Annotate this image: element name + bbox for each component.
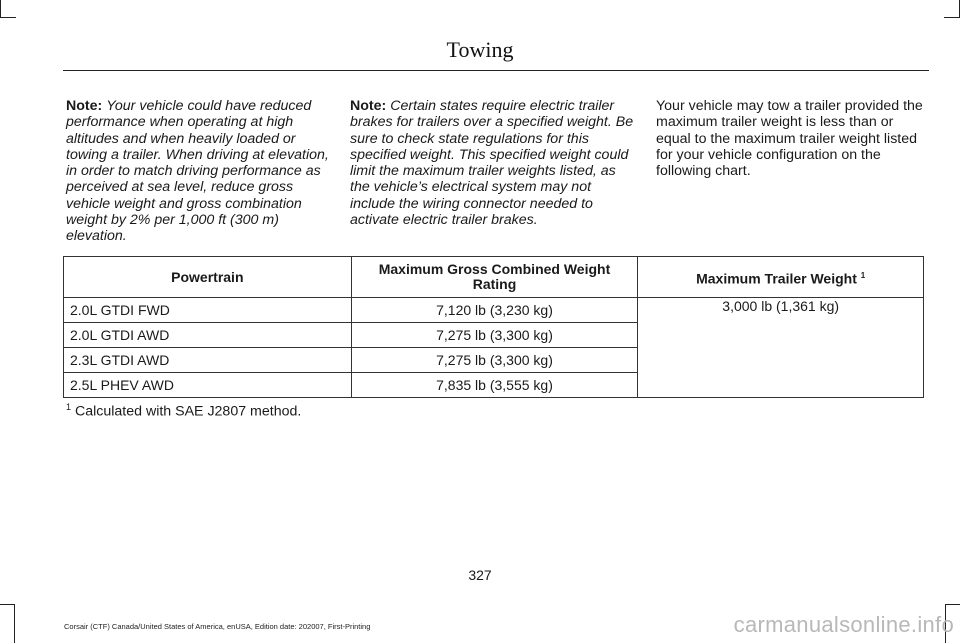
- table-header-row: [64, 257, 924, 298]
- cell-powertrain: 2.0L GTDI AWD: [64, 323, 352, 348]
- note-label: Note:: [66, 98, 103, 114]
- cell-gcwr: 7,275 lb (3,300 kg): [351, 348, 638, 373]
- cell-gcwr: 7,275 lb (3,300 kg): [351, 323, 638, 348]
- trailer-weight-paragraph: Your vehicle may tow a trailer provided the maximum trailer weight is less than or equal to the maximum trailer weight listed for your vehicle configuration on the following chart.: [656, 98, 923, 180]
- cell-powertrain: 2.5L PHEV AWD: [64, 373, 352, 398]
- crop-mark-top-left-v: [0, 0, 1, 18]
- crop-mark-top-right-h: [944, 17, 960, 18]
- table-row: [64, 298, 924, 323]
- crop-mark-bottom-left-h: [0, 604, 15, 605]
- note-altitude: [66, 98, 338, 245]
- cell-max-trailer-weight: 3,000 lb (1,361 kg): [638, 298, 924, 398]
- crop-mark-bottom-right-h: [945, 604, 960, 605]
- footnote-text: Calculated with SAE J2807 method.: [74, 403, 302, 420]
- page-title: Towing: [446, 37, 514, 62]
- header-max-trailer-weight: [638, 257, 924, 298]
- watermark: carmanualsonline.info: [733, 612, 954, 637]
- cell-powertrain: 2.0L GTDI FWD: [64, 298, 352, 323]
- note-text: Your vehicle could have reduced performance when operating at high altitudes and when heavily loaded or towing a trailer. When driving at elevation, in order to match driving performance as perceived at sea level, reduce gross vehicle weight and gross combination weight by 2% per 1,000 ft (300 m) elevation.: [66, 98, 329, 245]
- crop-mark-top-left-h: [0, 17, 16, 18]
- title-divider: [63, 70, 929, 71]
- cell-gcwr: 7,120 lb (3,230 kg): [351, 298, 638, 323]
- header-max-trailer-weight-label: Maximum Trailer Weight: [696, 270, 857, 287]
- header-gcwr: Maximum Gross Combined Weight Rating: [351, 257, 638, 298]
- cell-gcwr: 7,835 lb (3,555 kg): [351, 373, 638, 398]
- towing-weights-table: [63, 256, 924, 398]
- footnote-marker: 1: [66, 402, 72, 412]
- header-powertrain: Powertrain: [64, 257, 352, 298]
- page-number: 327: [468, 567, 492, 583]
- note-text: Certain states require electric trailer brakes for trailers over a specified weight. Be sure to check state regulations for this specified weight. This specified weight could limit the maximum trailer weights listed, as the vehicle’s electrical system may not include the wiring connector needed to activate electric trailer brakes.: [350, 98, 634, 229]
- cell-powertrain: 2.3L GTDI AWD: [64, 348, 352, 373]
- edition-info: Corsair (CTF) Canada/United States of America, enUSA, Edition date: 202007, First-Printing: [64, 622, 371, 631]
- footnote-marker: 1: [860, 270, 866, 280]
- note-trailer-brakes: [350, 98, 634, 228]
- table-footnote: [66, 402, 301, 420]
- crop-mark-bottom-left-v: [14, 604, 15, 643]
- note-label: Note:: [350, 98, 387, 114]
